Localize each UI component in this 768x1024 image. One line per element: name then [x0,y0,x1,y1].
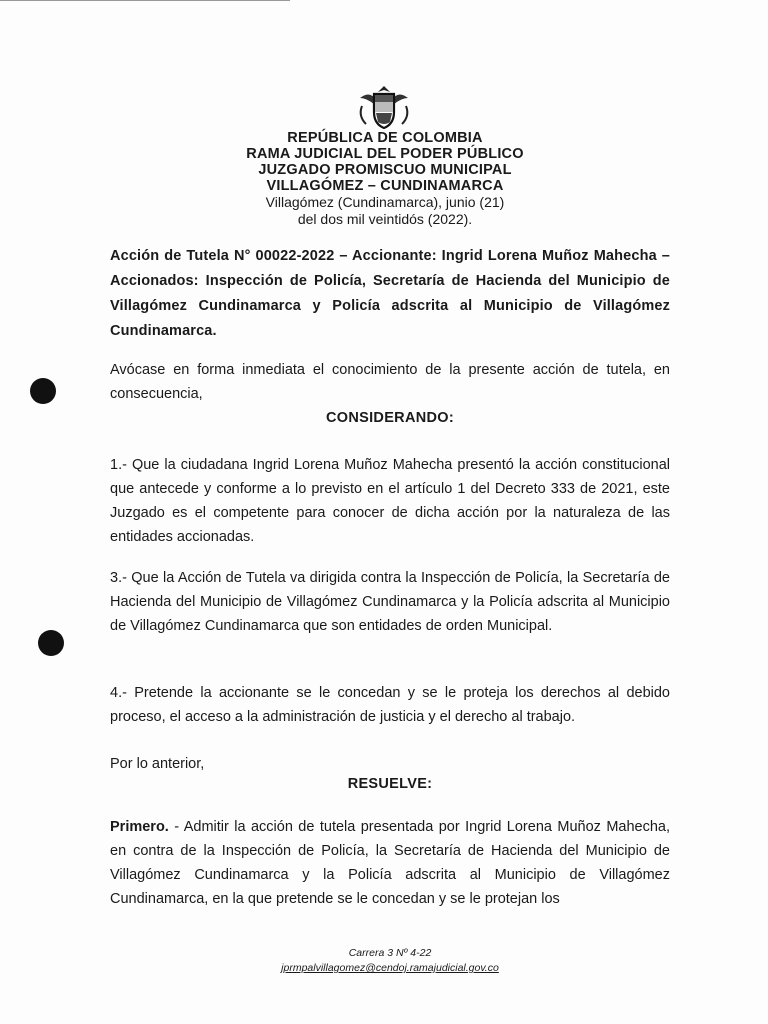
primero-paragraph [110,815,670,911]
consideration-4: 4.- Pretende la accionante se le concedan y se le proteja los derechos al debido proceso, el acceso a la administración de justicia y el derecho al trabajo. [110,685,670,725]
header-place-date: Villagómez (Cundinamarca), junio (21) [265,194,505,210]
primero-label: Primero. [110,819,169,835]
header-republic: REPÚBLICA DE COLOMBIA [287,130,483,146]
header-court: JUZGADO PROMISCUO MUNICIPAL [258,162,512,178]
footer [240,946,540,976]
considerando-heading: CONSIDERANDO: [326,410,454,426]
footer-address: Carrera 3 Nº 4-22 [348,947,432,959]
court-header [200,130,570,228]
primero-text: - Admitir la acción de tutela presentada por Ingrid Lorena Muñoz Mahecha, en contra de la Inspección de Policía, la Secretaría de Hacienda del Municipio de Villagómez Cundinamarca y la Policía adscrita al Municipio de Villagómez Cundinamarca, en la que pretende se le concedan y se le protejan los [110,819,670,907]
por-lo-anterior: Por lo anterior, [110,756,205,772]
resuelve-heading: RESUELVE: [347,776,433,792]
header-location: VILLAGÓMEZ – CUNDINAMARCA [266,178,504,194]
consideration-1: 1.- Que la ciudadana Ingrid Lorena Muñoz Mahecha presentó la acción constitucional que antecede y conforme a lo previsto en el artículo 1 del Decreto 333 de 2021, este Juzgado es el competente para conocer de dicha acción por la naturaleza de las entidades accionadas. [110,457,670,545]
coat-of-arms-icon [356,82,412,132]
case-title: Acción de Tutela N° 00022-2022 – Accionante: Ingrid Lorena Muñoz Mahecha – Accionados: Inspección de Policía, Secretaría de Hacienda del Municipio de Villagómez Cundinamarca y Policía adscrita al Municipio de Villagómez Cundinamarca. [110,248,670,339]
footer-email[interactable]: jprmpalvillagomez@cendoj.ramajudicial.gov.co [281,962,499,974]
header-judicial-branch: RAMA JUDICIAL DEL PODER PÚBLICO [246,146,524,162]
scan-edge-line [0,0,290,1]
punch-hole [30,378,56,404]
header-year: del dos mil veintidós (2022). [297,211,473,227]
intro-paragraph: Avócase en forma inmediata el conocimiento de la presente acción de tutela, en consecuencia, [110,362,670,402]
punch-hole [38,630,64,656]
consideration-3: 3.- Que la Acción de Tutela va dirigida contra la Inspección de Policía, la Secretaría de Hacienda del Municipio de Villagómez Cundinamarca y la Policía adscrita al Municipio de Villagómez Cundinamarca que son entidades de orden Municipal. [110,570,670,634]
